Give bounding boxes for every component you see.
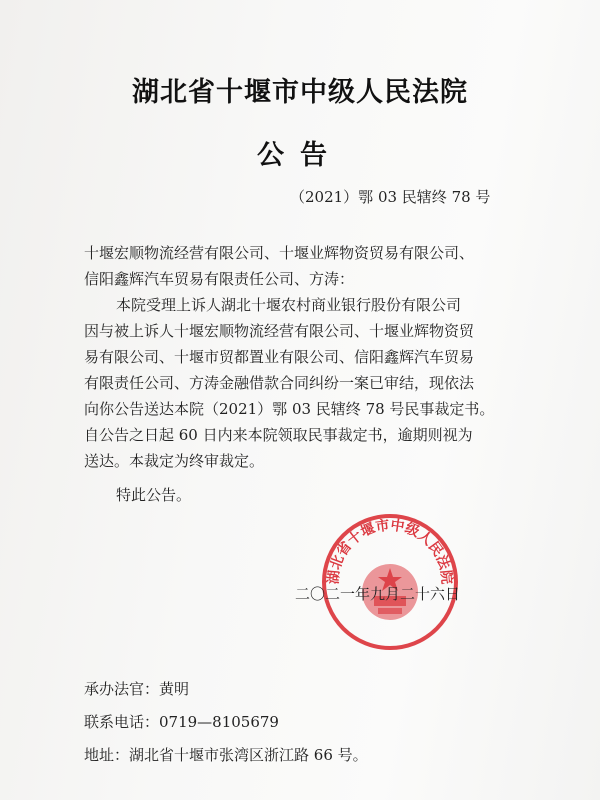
address-info: 地址：湖北省十堰市张湾区浙江路 66 号。 (84, 746, 368, 764)
content-line: 因与被上诉人十堰宏顺物流经营有限公司、十堰业辉物资贸 (84, 322, 475, 340)
court-title: 湖北省十堰市中级人民法院 (132, 77, 468, 108)
court-seal (320, 512, 460, 652)
content-line: 本院受理上诉人湖北十堰农村商业银行股份有限公司 (116, 296, 462, 314)
issue-date: 二〇二一年九月二十六日 (295, 585, 461, 603)
content-line: 送达。本裁定为终审裁定。 (84, 452, 265, 470)
seal-text: 湖北省十堰市中级人民法院 (325, 517, 455, 585)
content-line: 自公告之日起 60 日内来本院领取民事裁定书，逾期则视为 (84, 426, 473, 444)
notice-title: 公告 (257, 140, 343, 171)
judge-info: 承办法官：黄明 (84, 680, 190, 698)
notice-content (84, 292, 520, 474)
case-number: （2021）鄂 03 民辖终 78 号 (290, 188, 491, 206)
content-line: 有限责任公司、方涛金融借款合同纠纷一案已审结，现依法 (84, 374, 475, 392)
addressee-line: 十堰宏顺物流经营有限公司、十堰业辉物资贸易有限公司、 (84, 244, 475, 262)
closing-text: 特此公告。 (116, 486, 192, 504)
content-line: 易有限公司、十堰市贸都置业有限公司、信阳鑫辉汽车贸易 (84, 348, 475, 366)
addressee-block (84, 240, 520, 292)
content-line: 向你公告送达本院（2021）鄂 03 民辖终 78 号民事裁定书。 (84, 400, 495, 418)
phone-info: 联系电话：0719—8105679 (84, 713, 279, 731)
addressee-line: 信阳鑫辉汽车贸易有限责任公司、方涛： (84, 270, 355, 288)
